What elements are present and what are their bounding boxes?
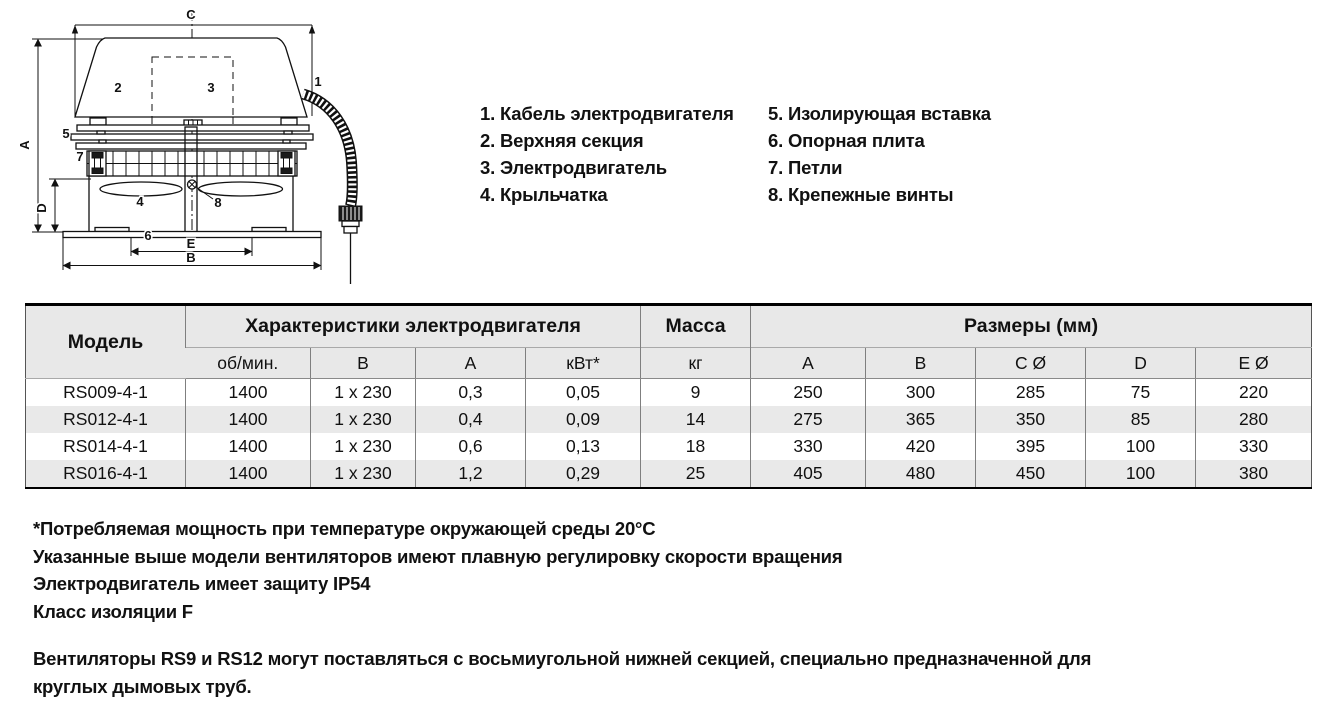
value-cell: 14 — [641, 406, 751, 433]
motor-cable — [303, 94, 362, 284]
part-label-2: 2 — [114, 80, 122, 95]
legend-item: 7. Петли — [768, 157, 843, 178]
value-cell: 1400 — [186, 406, 311, 433]
dim-label-E: E — [186, 236, 196, 251]
value-cell: 0,3 — [416, 379, 526, 407]
table-subheader-row — [26, 348, 1312, 379]
value-cell: 1 x 230 — [311, 433, 416, 460]
dimension-D — [34, 179, 91, 232]
value-cell: 1 x 230 — [311, 406, 416, 433]
parts-legend-column-2 — [768, 100, 991, 208]
legend-item: 3. Электродвигатель — [480, 157, 667, 178]
legend-item: 8. Крепежные винты — [768, 184, 954, 205]
value-cell: 0,29 — [526, 460, 641, 488]
footnote-line: Указанные выше модели вентиляторов имеют плавную регулировку скорости вращения — [33, 545, 843, 567]
value-cell: 100 — [1086, 460, 1196, 488]
value-cell: 280 — [1196, 406, 1312, 433]
model-cell: RS016-4-1 — [63, 463, 148, 483]
dim-label-B: B — [186, 250, 196, 265]
column-subheader: A — [751, 348, 866, 379]
column-group-motor-characteristics: Характеристики электродвигателя — [186, 305, 641, 348]
value-cell: 0,05 — [526, 379, 641, 407]
legend-item: 4. Крыльчатка — [480, 184, 608, 205]
column-subheader: B — [866, 348, 976, 379]
value-cell: 450 — [976, 460, 1086, 488]
footnote-line: Электродвигатель имеет защиту IP54 — [33, 573, 371, 594]
value-cell: 1400 — [186, 433, 311, 460]
value-cell: 350 — [976, 406, 1086, 433]
column-subheader: А — [416, 348, 526, 379]
table-row — [26, 406, 1312, 433]
value-cell: 0,13 — [526, 433, 641, 460]
parts-legend-column-1 — [480, 100, 734, 208]
column-subheader: об/мин. — [186, 348, 311, 379]
value-cell: 250 — [751, 379, 866, 407]
value-cell: 0,4 — [416, 406, 526, 433]
column-subheader: кг — [641, 348, 751, 379]
value-cell: 420 — [866, 433, 976, 460]
value-cell: 85 — [1086, 406, 1196, 433]
legend-item: 5. Изолирующая вставка — [768, 103, 991, 124]
value-cell: 405 — [751, 460, 866, 488]
value-cell: 100 — [1086, 433, 1196, 460]
value-cell: 75 — [1086, 379, 1196, 407]
value-cell: 1,2 — [416, 460, 526, 488]
part-label-6: 6 — [144, 228, 152, 243]
value-cell: 18 — [641, 433, 751, 460]
insulating-plates — [71, 125, 313, 149]
column-subheader: кВт* — [526, 348, 641, 379]
value-cell: 1 x 230 — [311, 379, 416, 407]
footnotes — [33, 515, 842, 625]
column-group-dimensions: Размеры (мм) — [751, 305, 1312, 348]
mesh-band — [87, 151, 297, 176]
footnote-line: Класс изоляции F — [33, 600, 193, 622]
part-label-7: 7 — [76, 149, 84, 164]
closing-paragraph: Вентиляторы RS9 и RS12 могут поставляться с восьмиугольной нижней секцией, специально предназначенной для круглых дымовых труб. — [33, 648, 1092, 697]
value-cell: 1 x 230 — [311, 460, 416, 488]
column-subheader: В — [311, 348, 416, 379]
part-label-8: 8 — [214, 195, 222, 210]
hood-outline — [75, 38, 307, 117]
column-subheader: D — [1086, 348, 1196, 379]
value-cell: 380 — [1196, 460, 1312, 488]
part-label-3: 3 — [207, 80, 215, 95]
specifications-table — [25, 303, 1312, 489]
value-cell: 395 — [976, 433, 1086, 460]
model-cell: RS009-4-1 — [63, 382, 148, 402]
dim-label-C: C — [186, 7, 196, 22]
value-cell: 1400 — [186, 460, 311, 488]
table-row — [26, 460, 1312, 488]
legend-item: 2. Верхняя секция — [480, 130, 644, 151]
table-group-header-row — [26, 305, 1312, 348]
footnote-line: *Потребляемая мощность при температуре окружающей среды 20°С — [33, 518, 656, 539]
fan-technical-drawing — [0, 0, 420, 300]
part-label-5: 5 — [62, 126, 70, 141]
column-subheader: C Ø — [976, 348, 1086, 379]
value-cell: 275 — [751, 406, 866, 433]
value-cell: 0,6 — [416, 433, 526, 460]
part-label-4: 4 — [136, 194, 144, 209]
model-cell: RS014-4-1 — [63, 436, 148, 456]
value-cell: 25 — [641, 460, 751, 488]
legend-item: 6. Опорная плита — [768, 130, 925, 151]
value-cell: 480 — [866, 460, 976, 488]
column-header-model: Модель — [26, 305, 186, 379]
value-cell: 300 — [866, 379, 976, 407]
value-cell: 285 — [976, 379, 1086, 407]
dim-label-D: D — [34, 203, 49, 213]
value-cell: 365 — [866, 406, 976, 433]
part-label-1: 1 — [314, 74, 322, 89]
column-group-mass: Масса — [641, 305, 751, 348]
value-cell: 330 — [751, 433, 866, 460]
table-row — [26, 433, 1312, 460]
value-cell: 9 — [641, 379, 751, 407]
table-row — [26, 379, 1312, 407]
legend-item: 1. Кабель электродвигателя — [480, 103, 734, 124]
value-cell: 330 — [1196, 433, 1312, 460]
column-subheader: E Ø — [1196, 348, 1312, 379]
dim-label-A: A — [17, 140, 32, 150]
value-cell: 0,09 — [526, 406, 641, 433]
value-cell: 220 — [1196, 379, 1312, 407]
value-cell: 1400 — [186, 379, 311, 407]
model-cell: RS012-4-1 — [63, 409, 148, 429]
